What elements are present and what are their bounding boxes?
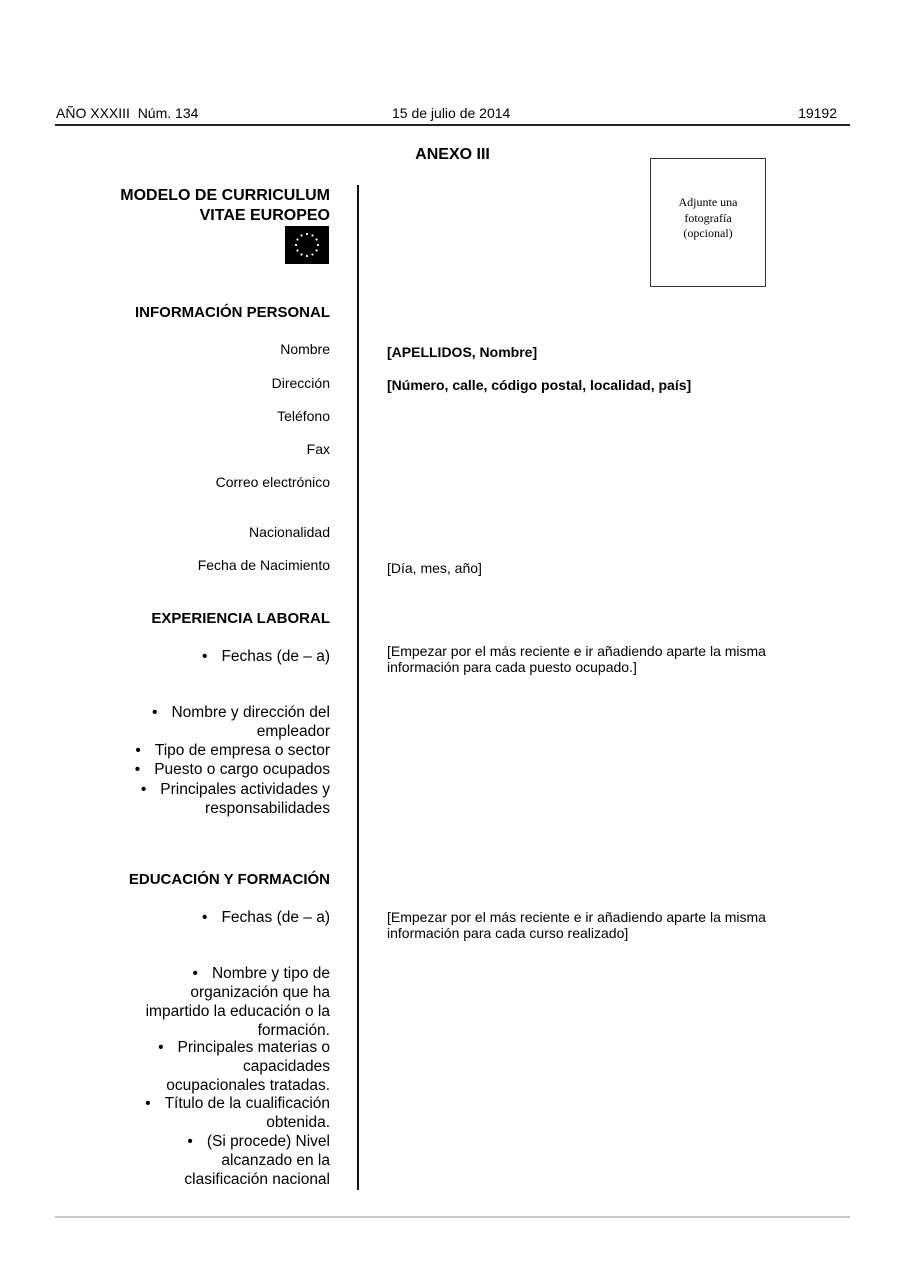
label-address: Dirección — [271, 375, 330, 391]
cv-title — [30, 186, 330, 226]
education-item-text: organización que ha — [190, 984, 330, 1001]
section-heading-personal-info: INFORMACIÓN PERSONAL — [135, 304, 330, 321]
label-nationality: Nacionalidad — [249, 524, 330, 540]
publication-date: 15 de julio de 2014 — [392, 105, 511, 121]
value-address: [Número, calle, código postal, localidad, país] — [387, 377, 692, 393]
value-birthdate: [Día, mes, año] — [387, 560, 482, 576]
label-phone: Teléfono — [277, 408, 330, 424]
education-item-text: impartido la educación o la — [145, 1003, 330, 1020]
bullet-icon: • — [192, 965, 198, 982]
bullet-icon: • — [140, 781, 147, 798]
work-item-sector — [90, 741, 330, 760]
photo-text-line: fotografía — [684, 210, 732, 225]
education-item-text: clasificación nacional — [184, 1171, 330, 1188]
annex-title: ANEXO III — [415, 146, 490, 163]
education-item-text: Principales materias o — [177, 1039, 330, 1056]
label-email: Correo electrónico — [215, 474, 330, 490]
footer-divider — [55, 1216, 850, 1218]
page-number: 19192 — [798, 105, 837, 121]
label-name: Nombre — [280, 341, 330, 357]
section-heading-work-experience: EXPERIENCIA LABORAL — [151, 610, 330, 627]
work-item-employer — [90, 703, 330, 741]
eu-flag-icon — [285, 226, 329, 264]
header-divider — [55, 124, 850, 126]
value-name: [APELLIDOS, Nombre] — [387, 344, 538, 360]
education-item-text: (Si procede) Nivel — [206, 1133, 330, 1150]
education-dates-label: Fechas (de – a) — [221, 909, 330, 926]
work-instructions-line: información para cada puesto ocupado.] — [387, 659, 637, 675]
cv-title-line: VITAE EUROPEO — [199, 207, 330, 224]
work-item-text: empleador — [256, 723, 330, 740]
education-item-qualification — [90, 1094, 330, 1132]
work-item-text: Puesto o cargo ocupados — [154, 761, 330, 778]
work-item-text: Principales actividades y — [160, 781, 330, 798]
work-item-activities — [90, 780, 330, 818]
bullet-icon: • — [145, 1095, 151, 1112]
bullet-icon: • — [152, 704, 158, 721]
education-item-text: ocupacionales tratadas. — [166, 1077, 330, 1094]
education-item-text: obtenida. — [266, 1114, 330, 1131]
education-item-text: capacidades — [242, 1058, 330, 1075]
label-birthdate: Fecha de Nacimiento — [197, 557, 330, 573]
cv-title-line: MODELO DE CURRICULUM — [120, 187, 330, 204]
education-instructions-line: [Empezar por el más reciente e ir añadiendo aparte la misma — [387, 909, 766, 925]
education-item-text: alcanzado en la — [221, 1152, 330, 1169]
bullet-icon: • — [187, 1133, 193, 1150]
education-item-level — [90, 1132, 330, 1189]
work-dates-item — [90, 647, 330, 666]
bullet-icon: • — [202, 648, 208, 665]
issue-number: AÑO XXXIII Núm. 134 — [56, 105, 199, 121]
column-divider — [357, 185, 359, 1190]
bullet-icon: • — [158, 1039, 164, 1056]
education-item-text: Nombre y tipo de — [211, 965, 330, 982]
label-fax: Fax — [306, 441, 330, 457]
work-instructions — [387, 643, 807, 675]
work-instructions-line: [Empezar por el más reciente e ir añadiendo aparte la misma — [387, 643, 766, 659]
bullet-icon: • — [202, 909, 208, 926]
education-item-subjects — [90, 1038, 330, 1095]
photo-placeholder — [650, 158, 766, 287]
education-item-text: Título de la cualificación — [164, 1095, 330, 1112]
education-instructions — [387, 909, 807, 941]
work-item-position — [90, 760, 330, 779]
bullet-icon: • — [134, 761, 141, 778]
bullet-icon: • — [135, 742, 141, 759]
section-heading-education: EDUCACIÓN Y FORMACIÓN — [128, 871, 330, 888]
photo-text-line: Adjunte una — [678, 195, 738, 209]
work-item-text: responsabilidades — [205, 800, 330, 817]
photo-text-line: (opcional) — [683, 226, 733, 240]
work-item-text: Tipo de empresa o sector — [154, 742, 330, 759]
education-dates-item — [90, 908, 330, 927]
work-item-text: Nombre y dirección del — [171, 704, 330, 721]
education-instructions-line: información para cada curso realizado] — [387, 925, 629, 941]
education-item-organization — [90, 964, 330, 1040]
education-item-text: formación. — [257, 1022, 330, 1039]
work-dates-label: Fechas (de – a) — [221, 648, 330, 665]
